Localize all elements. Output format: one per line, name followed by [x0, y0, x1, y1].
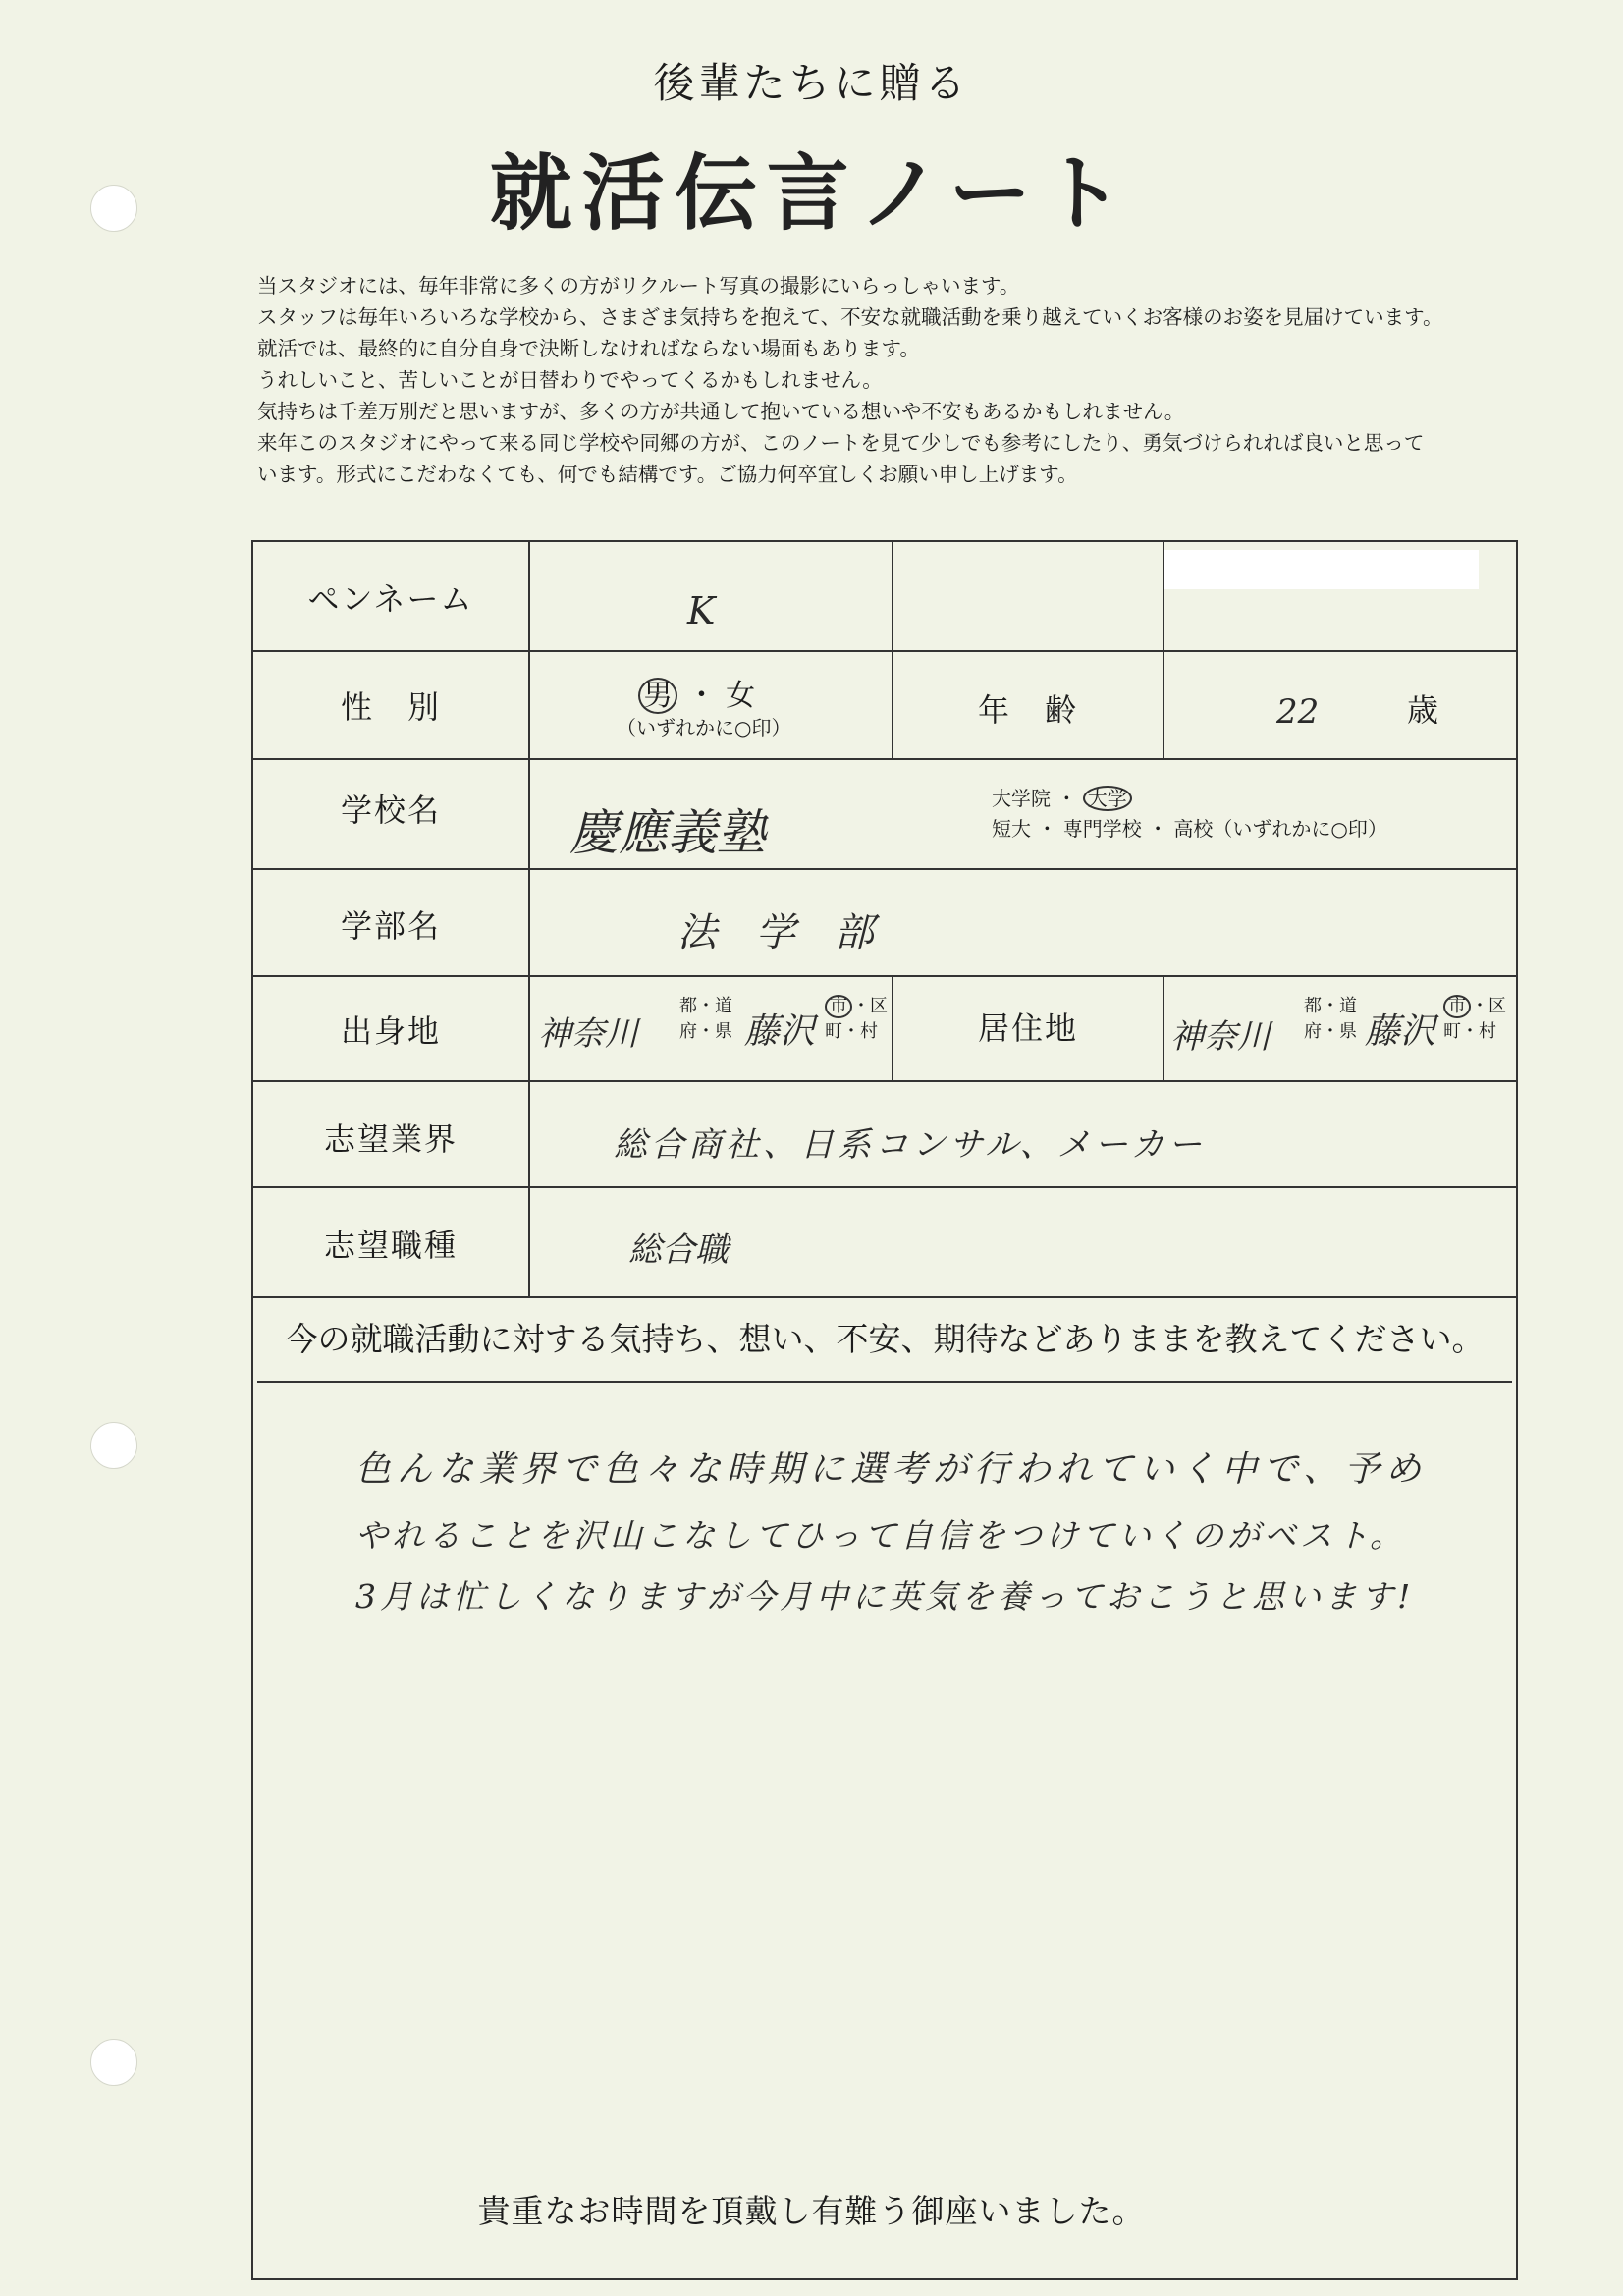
pen-name-value: K	[687, 589, 716, 632]
hometown-city-circled: 市	[825, 995, 852, 1018]
intro-line: うれしいこと、苦しいことが日替わりでやってくるかもしれません。	[257, 368, 883, 392]
hometown-city-line1: ・区	[852, 996, 888, 1016]
hometown-city-type	[825, 994, 888, 1045]
residence-pref-type	[1304, 994, 1357, 1045]
row-divider	[251, 1080, 1518, 1082]
intro-line: います。形式にこだわなくても、何でも結構です。ご協力何卒宜しくお願い申し上げます。	[257, 463, 1078, 486]
intro-line: 当スタジオには、毎年非常に多くの方がリクルート写真の撮影にいらっしゃいます。	[257, 274, 1020, 298]
residence-city: 藤沢	[1365, 1011, 1436, 1052]
gender-female: 女	[726, 679, 756, 713]
hometown-city: 藤沢	[744, 1011, 816, 1052]
row-divider	[251, 650, 1518, 652]
intro-paragraph	[257, 270, 1573, 490]
residence-city-line1: ・区	[1471, 996, 1506, 1016]
page-subtitle: 後輩たちに贈る	[653, 59, 970, 107]
residence-city-circled: 市	[1443, 995, 1471, 1018]
residence-pref-line2: 府・県	[1304, 1021, 1357, 1042]
age-label: 年 齢	[977, 691, 1078, 729]
age-unit: 歳	[1406, 691, 1440, 729]
intro-line: 来年このスタジオにやって来る同じ学校や同郷の方が、このノートを見て少しでも参考にしたり、勇気づけられれば良いと思って	[257, 431, 1425, 455]
hometown-pref-type	[679, 994, 732, 1045]
punch-hole-middle	[90, 1422, 137, 1469]
gender-options	[638, 671, 755, 714]
answer-line: やれることを沢山こなしてひって自信をつけていくのがベスト。	[355, 1516, 1407, 1555]
intro-line: 就活では、最終的に自分自身で決断しなければならない場面もあります。	[257, 337, 920, 360]
hometown-pref-line2: 府・県	[679, 1021, 732, 1042]
faculty-value: 法 学 部	[677, 910, 874, 956]
residence-city-line2: 町・村	[1443, 1021, 1496, 1042]
pen-name-label: ペンネーム	[307, 580, 474, 618]
redacted-area	[1164, 550, 1479, 589]
gender-separator: ・	[686, 679, 717, 713]
hometown-label: 出身地	[340, 1012, 441, 1050]
question-divider	[257, 1381, 1512, 1383]
age-value: 22	[1276, 692, 1320, 732]
school-type-line1	[992, 783, 1132, 811]
page-title: 就活伝言ノート	[489, 145, 1134, 242]
industry-value: 総合商社、日系コンサル、メーカー	[614, 1125, 1206, 1165]
question-prompt: 今の就職活動に対する気持ち、想い、不安、期待などありままを教えてください。	[285, 1320, 1485, 1358]
hometown-pref-line1: 都・道	[679, 996, 732, 1016]
hometown-prefecture: 神奈川	[538, 1014, 638, 1054]
gender-male-circled: 男	[638, 678, 677, 714]
gender-label: 性 別	[340, 688, 441, 726]
row-divider	[251, 975, 1518, 977]
school-value: 慶應義塾	[569, 804, 766, 861]
intro-line: 気持ちは千差万別だと思いますが、多くの方が共通して抱いている想いや不安もあるかもしれません。	[257, 400, 1185, 423]
row-divider	[251, 758, 1518, 760]
residence-label: 居住地	[977, 1010, 1078, 1047]
industry-label: 志望業界	[323, 1121, 458, 1158]
school-label: 学校名	[340, 792, 441, 829]
intro-line: スタッフは毎年いろいろな学校から、さまざま気持ちを抱えて、不安な就職活動を乗り越えていくお客様のお姿を見届けています。	[257, 305, 1443, 329]
closing-message: 貴重なお時間を頂戴し有難う御座いました。	[477, 2192, 1146, 2230]
label-column-divider	[528, 540, 530, 1298]
row-divider	[251, 868, 1518, 870]
row-divider	[251, 1296, 1518, 1298]
mid-column-divider	[892, 540, 893, 650]
residence-pref-line1: 都・道	[1304, 996, 1357, 1016]
residence-prefecture: 神奈川	[1170, 1017, 1271, 1057]
punch-hole-bottom	[90, 2039, 137, 2086]
school-type-line2: 短大 ・ 専門学校 ・ 高校（いずれかに○印）	[992, 817, 1387, 841]
gender-note: （いずれかに○印）	[617, 716, 791, 739]
job-type-label: 志望職種	[323, 1227, 458, 1264]
school-type-university-circled: 大学	[1083, 786, 1132, 811]
school-type-separator: ・	[1056, 787, 1077, 810]
row-divider	[251, 1186, 1518, 1188]
answer-line: 3月は忙しくなりますが今月中に英気を養っておこうと思います!	[355, 1577, 1415, 1615]
hometown-city-line2: 町・村	[825, 1021, 878, 1042]
school-type-grad: 大学院	[992, 787, 1051, 810]
residence-city-type	[1443, 994, 1506, 1045]
job-type-value: 総合職	[628, 1230, 729, 1270]
answer-line: 色んな業界で色々な時期に選考が行われていく中で、予め	[355, 1449, 1428, 1490]
faculty-label: 学部名	[340, 907, 441, 945]
residence-value-divider	[1163, 975, 1164, 1080]
